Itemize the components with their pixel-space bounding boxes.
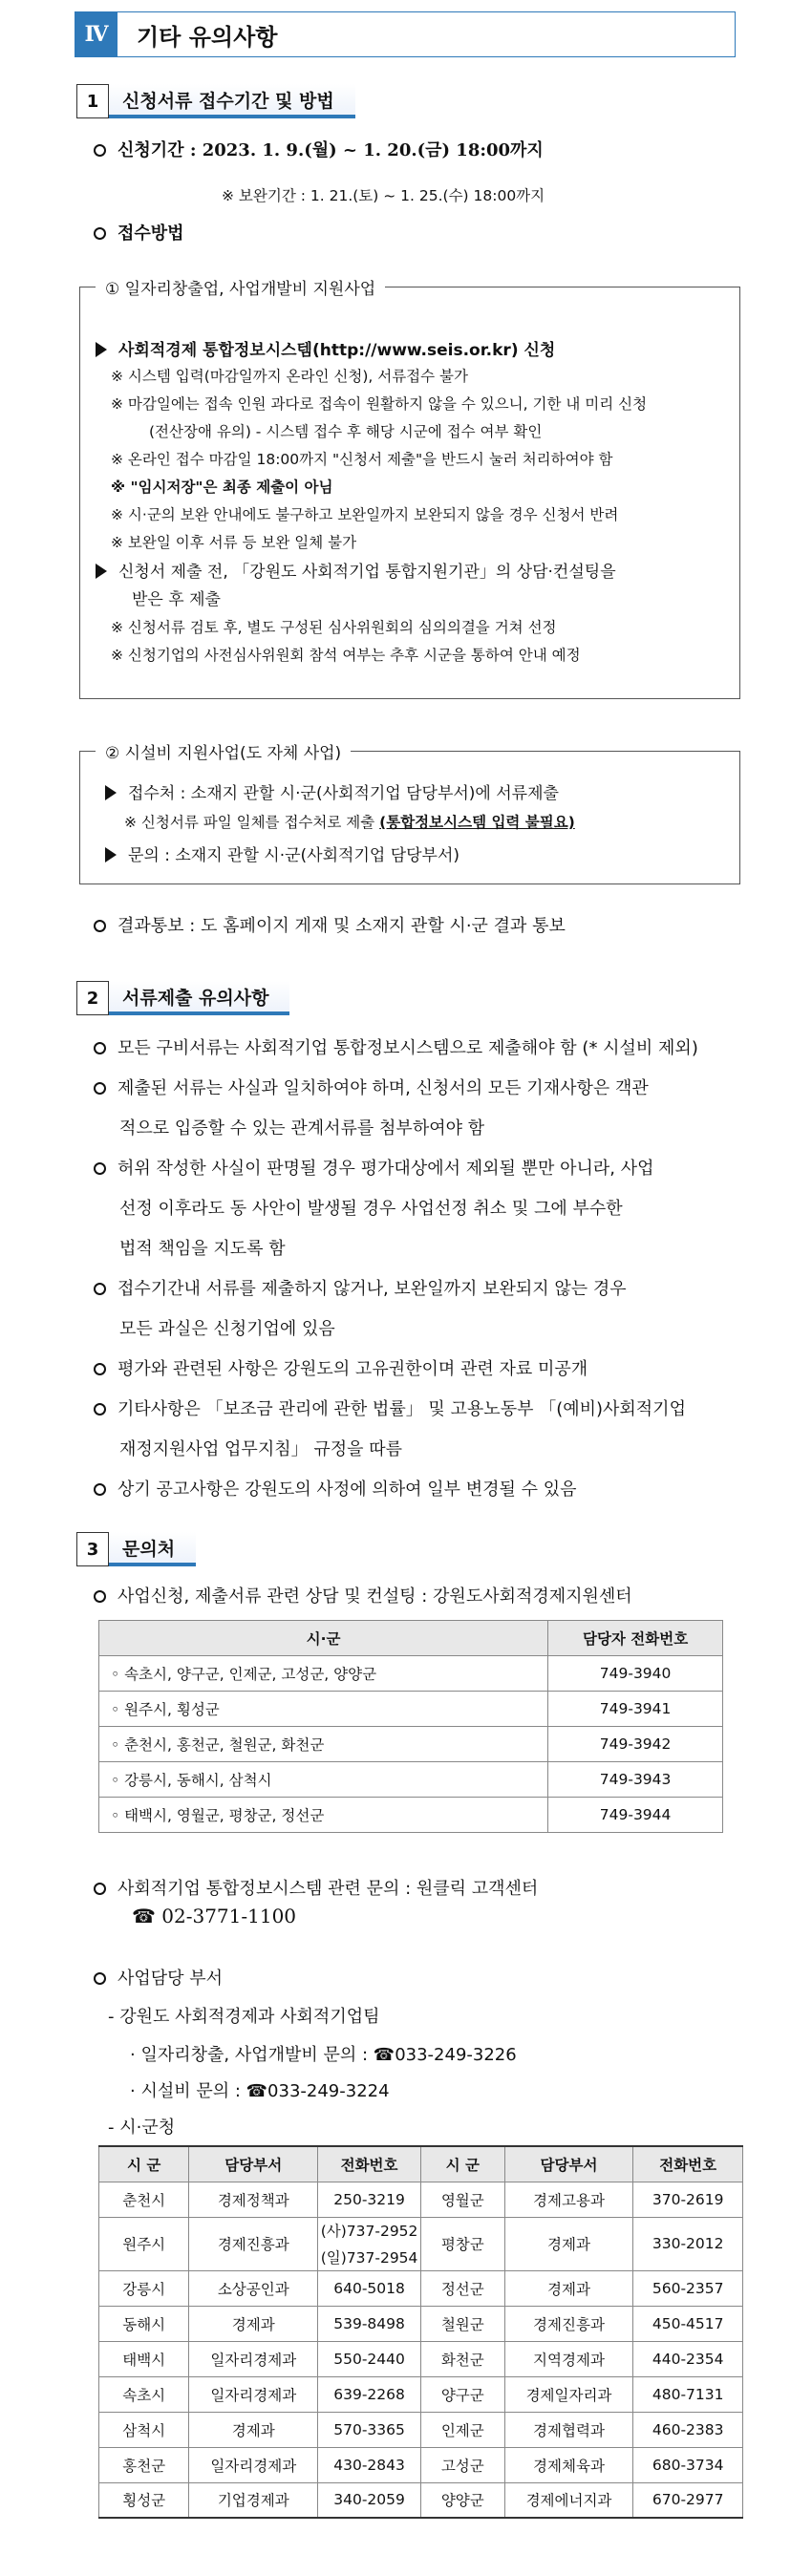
- table-cell: 749-3943: [548, 1762, 723, 1798]
- table-cell: 경제과: [189, 2412, 318, 2447]
- table-cell: 749-3941: [548, 1692, 723, 1727]
- table-cell: 평창군: [420, 2217, 504, 2270]
- note-5: ※ 시·군의 보완 안내에도 불구하고 보완일까지 보완되지 않을 경우 신청서 반려: [111, 506, 619, 523]
- circle-bullet-icon: [94, 1590, 106, 1603]
- table-cell: 태백시: [99, 2341, 189, 2376]
- table-cell: 560-2357: [633, 2270, 743, 2306]
- table-cell: 인제군: [420, 2412, 504, 2447]
- box-job-creation-title: ① 일자리창출업, 사업개발비 지원사업: [96, 275, 385, 299]
- table-cell: 철원군: [420, 2306, 504, 2341]
- section-3-title: 문의처: [109, 1532, 196, 1566]
- table-cell: 430-2843: [318, 2447, 421, 2482]
- table-cell: 680-3734: [633, 2447, 743, 2482]
- result-notice: 결과통보 : 도 홈페이지 게재 및 소재지 관할 시·군 결과 통보: [94, 912, 566, 937]
- table-cell: 경제고용과: [504, 2182, 633, 2217]
- triangle-bullet-icon: [96, 342, 107, 357]
- circle-bullet-icon: [94, 144, 106, 157]
- table-row: [99, 1762, 723, 1798]
- table-cell: 639-2268: [318, 2376, 421, 2412]
- table-header: 시·군: [99, 1621, 548, 1656]
- table-cell: 일자리경제과: [189, 2447, 318, 2482]
- triangle-bullet-icon: [105, 785, 117, 800]
- center-contact-table: [98, 1620, 723, 1833]
- dept-facility: · 시설비 문의 : ☎033-249-3224: [130, 2081, 390, 2101]
- notice-item-2: 제출된 서류는 사실과 일치하여야 하며, 신청서의 모든 기재사항은 객관: [94, 1075, 649, 1099]
- section-1-number: 1: [76, 84, 109, 118]
- table-cell: 550-2440: [318, 2341, 421, 2376]
- table-row: [99, 1692, 723, 1727]
- table-header-row: [99, 1621, 723, 1656]
- table-row: [99, 2217, 743, 2244]
- table-cell: 횡성군: [99, 2482, 189, 2518]
- notice-item-7: 상기 공고사항은 강원도의 사정에 의하여 일부 변경될 수 있음: [94, 1476, 576, 1501]
- consult-heading-cont: 받은 후 제출: [132, 590, 221, 609]
- table-row: [99, 2376, 743, 2412]
- note-4: ※ "임시저장"은 최종 제출이 아님: [111, 479, 333, 496]
- dept-main: - 강원도 사회적경제과 사회적기업팀: [108, 2007, 380, 2027]
- note-7: ※ 신청서류 검토 후, 별도 구성된 심사위원회의 심의의결을 거쳐 선정: [111, 619, 557, 636]
- circle-bullet-icon: [94, 1883, 106, 1895]
- triangle-bullet-icon: [105, 847, 117, 862]
- table-cell: 480-7131: [633, 2376, 743, 2412]
- section-2-title: 서류제출 유의사항: [109, 981, 289, 1015]
- table-cell: ◦ 춘천시, 홍천군, 철원군, 화천군: [99, 1727, 548, 1762]
- notice-item-3: 허위 작성한 사실이 판명될 경우 평가대상에서 제외될 뿐만 아니라, 사업: [94, 1155, 653, 1180]
- table-cell: (사)737-2952: [318, 2217, 421, 2244]
- section-1-title: 신청서류 접수기간 및 방법: [109, 84, 355, 118]
- table-header: 담당부서: [504, 2146, 633, 2182]
- table-row: [99, 2306, 743, 2341]
- table-row: [99, 2447, 743, 2482]
- box-facility-title: ② 시설비 지원사업(도 자체 사업): [96, 739, 351, 763]
- table-cell: ◦ 강릉시, 동해시, 삼척시: [99, 1762, 548, 1798]
- table-header: 전화번호: [318, 2146, 421, 2182]
- circle-bullet-icon: [94, 1283, 106, 1295]
- table-cell: 고성군: [420, 2447, 504, 2482]
- table-header: 담당자 전화번호: [548, 1621, 723, 1656]
- table-cell: 370-2619: [633, 2182, 743, 2217]
- chapter-header: [75, 11, 736, 57]
- notice-item-2-cont: 적으로 입증할 수 있는 관계서류를 첨부하여야 함: [119, 1118, 485, 1139]
- circle-bullet-icon: [94, 1162, 106, 1175]
- note-8: ※ 신청기업의 사전심사위원회 참석 여부는 추후 시군을 통하여 안내 예정: [111, 647, 581, 664]
- table-cell: 340-2059: [318, 2482, 421, 2518]
- table-cell: 강릉시: [99, 2270, 189, 2306]
- table-cell: 749-3942: [548, 1727, 723, 1762]
- table-header-row: [99, 2146, 743, 2182]
- chapter-number: Ⅳ: [75, 12, 118, 56]
- table-cell: 경제체육과: [504, 2447, 633, 2482]
- table-cell: 539-8498: [318, 2306, 421, 2341]
- section-2-number: 2: [76, 981, 109, 1015]
- note-1: ※ 시스템 입력(마감일까지 온라인 신청), 서류접수 불가: [111, 368, 469, 385]
- table-cell: ◦ 속초시, 양구군, 인제군, 고성군, 양양군: [99, 1656, 548, 1692]
- table-cell: 경제과: [504, 2270, 633, 2306]
- circle-bullet-icon: [94, 1403, 106, 1416]
- notice-item-5: 평가와 관련된 사항은 강원도의 고유권한이며 관련 자료 미공개: [94, 1355, 588, 1380]
- table-cell: 정선군: [420, 2270, 504, 2306]
- notice-item-3-cont: 선정 이후라도 동 사안이 발생될 경우 사업선정 취소 및 그에 부수한: [119, 1199, 623, 1219]
- table-row: [99, 2182, 743, 2217]
- table-cell: 지역경제과: [504, 2341, 633, 2376]
- table-row: [99, 1727, 723, 1762]
- table-cell: 일자리경제과: [189, 2341, 318, 2376]
- table-row: [99, 1656, 723, 1692]
- notice-item-1: 모든 구비서류는 사회적기업 통합정보시스템으로 제출해야 함 (* 시설비 제외): [94, 1034, 698, 1059]
- table-cell: 화천군: [420, 2341, 504, 2376]
- application-period: 신청기간 : 2023. 1. 9.(월) ~ 1. 20.(금) 18:00까지: [94, 137, 544, 161]
- circle-bullet-icon: [94, 1483, 106, 1496]
- dept-job: · 일자리창출, 사업개발비 문의 : ☎033-249-3226: [130, 2045, 517, 2065]
- section-2-header: [76, 977, 289, 1015]
- table-cell: 일자리경제과: [189, 2376, 318, 2412]
- facility-contact: 문의 : 소재지 관할 시·군(사회적기업 담당부서): [105, 841, 459, 865]
- dept-city: - 시·군청: [108, 2118, 176, 2138]
- notice-item-3-cont2: 법적 책임을 지도록 함: [119, 1239, 286, 1259]
- section-3-number: 3: [76, 1532, 109, 1566]
- table-row: [99, 1798, 723, 1833]
- table-cell: 양양군: [420, 2482, 504, 2518]
- table-row: [99, 2482, 743, 2518]
- table-cell: 경제일자리과: [504, 2376, 633, 2412]
- table-cell: 경제진흥과: [189, 2217, 318, 2270]
- circle-bullet-icon: [94, 1363, 106, 1375]
- system-contact: 사회적기업 통합정보시스템 관련 문의 : 원클릭 고객센터: [94, 1875, 538, 1900]
- circle-bullet-icon: [94, 227, 106, 240]
- table-header: 시 군: [99, 2146, 189, 2182]
- notice-item-4-cont: 모든 과실은 신청기업에 있음: [119, 1319, 335, 1339]
- facility-receipt: 접수처 : 소재지 관할 시·군(사회적기업 담당부서)에 서류제출: [105, 779, 559, 803]
- table-cell: 330-2012: [633, 2217, 743, 2270]
- table-cell: 경제과: [504, 2217, 633, 2270]
- table-cell: 원주시: [99, 2217, 189, 2270]
- table-cell: 양구군: [420, 2376, 504, 2412]
- seis-apply-heading: 사회적경제 통합정보시스템(http://www.seis.or.kr) 신청: [96, 336, 555, 360]
- notice-item-6: 기타사항은 「보조금 관리에 관한 법률」 및 고용노동부 「(예비)사회적기업: [94, 1395, 686, 1420]
- table-cell: 경제진흥과: [504, 2306, 633, 2341]
- table-cell: 경제과: [189, 2306, 318, 2341]
- table-cell: 250-3219: [318, 2182, 421, 2217]
- city-dept-table: [98, 2145, 743, 2519]
- circle-bullet-icon: [94, 1972, 106, 1985]
- table-cell: 기업경제과: [189, 2482, 318, 2518]
- note-2: ※ 마감일에는 접속 인원 과다로 접속이 원활하지 않을 수 있으니, 기한 내 미리 신청: [111, 395, 648, 413]
- facility-note: ※ 신청서류 파일 일체를 접수처로 제출 (통합정보시스템 입력 불필요): [124, 814, 575, 831]
- table-cell: 소상공인과: [189, 2270, 318, 2306]
- consult-heading: 신청서 제출 전, 「강원도 사회적기업 통합지원기관」의 상담·컨설팅을: [96, 558, 616, 582]
- table-cell: (일)737-2954: [318, 2244, 421, 2270]
- table-cell: 460-2383: [633, 2412, 743, 2447]
- dept-heading: 사업담당 부서: [94, 1965, 223, 1990]
- section-3-header: [76, 1528, 196, 1566]
- table-cell: ◦ 원주시, 횡성군: [99, 1692, 548, 1727]
- table-row: [99, 2412, 743, 2447]
- note-6: ※ 보완일 이후 서류 등 보완 일체 불가: [111, 534, 357, 551]
- table-cell: 640-5018: [318, 2270, 421, 2306]
- table-cell: 749-3944: [548, 1798, 723, 1833]
- table-cell: 삼척시: [99, 2412, 189, 2447]
- circle-bullet-icon: [94, 1082, 106, 1095]
- circle-bullet-icon: [94, 920, 106, 932]
- submission-method: 접수방법: [94, 220, 184, 245]
- table-cell: 440-2354: [633, 2341, 743, 2376]
- table-cell: 춘천시: [99, 2182, 189, 2217]
- notice-item-4: 접수기간내 서류를 제출하지 않거나, 보완일까지 보완되지 않는 경우: [94, 1275, 627, 1300]
- consult-contact: 사업신청, 제출서류 관련 상담 및 컨설팅 : 강원도사회적경제지원센터: [94, 1583, 632, 1607]
- table-header: 전화번호: [633, 2146, 743, 2182]
- chapter-title: 기타 유의사항: [137, 23, 278, 51]
- notice-item-6-cont: 재정지원사업 업무지침」 규정을 따름: [119, 1439, 402, 1459]
- table-cell: 570-3365: [318, 2412, 421, 2447]
- table-cell: 경제정책과: [189, 2182, 318, 2217]
- circle-bullet-icon: [94, 1042, 106, 1054]
- table-cell: 동해시: [99, 2306, 189, 2341]
- table-row: [99, 2270, 743, 2306]
- table-row: [99, 2341, 743, 2376]
- table-cell: 경제에너지과: [504, 2482, 633, 2518]
- supplement-period: ※ 보완기간 : 1. 21.(토) ~ 1. 25.(수) 18:00까지: [222, 187, 545, 204]
- table-cell: 670-2977: [633, 2482, 743, 2518]
- table-cell: 속초시: [99, 2376, 189, 2412]
- table-cell: 450-4517: [633, 2306, 743, 2341]
- table-cell: 영월군: [420, 2182, 504, 2217]
- section-1-header: [76, 80, 355, 118]
- note-2-cont: (전산장애 유의) - 시스템 접수 후 해당 시군에 접수 여부 확인: [149, 423, 543, 440]
- table-cell: 홍천군: [99, 2447, 189, 2482]
- table-cell: 경제협력과: [504, 2412, 633, 2447]
- table-header: 시 군: [420, 2146, 504, 2182]
- table-cell: 749-3940: [548, 1656, 723, 1692]
- note-3: ※ 온라인 접수 마감일 18:00까지 "신청서 제출"을 반드시 눌러 처리하여야 함: [111, 451, 613, 468]
- table-cell: ◦ 태백시, 영월군, 평창군, 정선군: [99, 1798, 548, 1833]
- system-phone: ☎ 02-3771-1100: [132, 1905, 297, 1927]
- table-header: 담당부서: [189, 2146, 318, 2182]
- triangle-bullet-icon: [96, 564, 107, 579]
